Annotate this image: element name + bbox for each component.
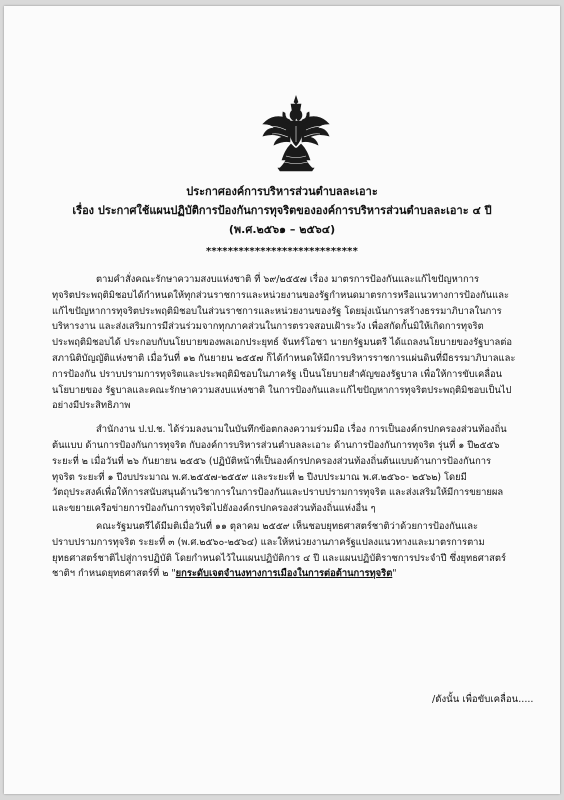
paragraph-line: คณะรัฐมนตรีได้มีมติเมื่อวันที่ ๑๑ ตุลาคม ๒๕๕๙ เห็นชอบยุทธศาสตร์ชาติว่าด้วยการป้องกันและ: [96, 520, 478, 532]
strategy-prefix: ชาติฯ กำหนดยุทธศาสตร์ที่ ๒ ": [52, 568, 176, 580]
paragraph-line: วัตถุประสงค์เพื่อให้การสนับสนุนด้านวิชาการในการป้องกันและปราบปรามการทุจริต และส่งเสริมให้มีการขยายผล: [52, 487, 504, 499]
strategy-title: ยกระดับเจตจำนงทางการเมืองในการต่อต้านการทุจริต: [175, 568, 393, 580]
announcement-subject: เรื่อง ประกาศใช้แผนปฏิบัติการป้องกันการทุจริตขององค์การบริหารส่วนตำบลละเอาะ ๔ ปี: [72, 204, 492, 217]
continuation-note: /ดังนั้น เพื่อขับเคลื่อน.....: [432, 694, 534, 705]
announcement-period: (พ.ศ.๒๕๖๑ – ๒๕๖๔): [228, 223, 336, 236]
separator: ****************************: [205, 246, 359, 257]
paragraph-line: ตามคำสั่งคณะรักษาความสงบแห่งชาติ ที่ ๖๙/๒๕๕๗ เรื่อง มาตรการป้องกันและแก้ไขปัญหาการ: [96, 274, 480, 285]
paragraph-line: การป้องกัน ปราบปรามการทุจริตและประพฤติมิชอบในภาครัฐ เป็นนโยบายสำคัญของรัฐบาล เพื่อให้การขับเคลื่อน: [52, 368, 502, 380]
announcement-titles: [4, 182, 560, 239]
paragraph-line: อย่างมีประสิทธิภาพ: [52, 400, 131, 412]
paragraph-last-line: [52, 566, 538, 582]
strategy-suffix: ": [392, 568, 397, 580]
paragraph-line: ปราบปรามการทุจริต ระยะที่ ๓ (พ.ศ.๒๕๖๐-๒๕๖๔) และให้หน่วยงานภาครัฐแปลงแนวทางและมาตรการตาม: [52, 536, 485, 548]
paragraph-line: ประพฤติมิชอบได้ ประกอบกับนโยบายของพลเอกประยุทธ์ จันทร์โอชา นายกรัฐมนตรี ได้แถลงนโยบายของรัฐบาลต่อ: [52, 337, 513, 349]
paragraph-1: [52, 272, 538, 414]
paragraph-line: ทุจริตประพฤติมิชอบได้กำหนดให้ทุกส่วนราชการและหน่วยงานของรัฐกำหนดมาตรการหรือแนวทางการป้องกันและ: [52, 289, 509, 301]
paragraph-line: บริหารงาน และส่งเสริมการมีส่วนร่วมจากทุกภาคส่วนในการตรวจสอบเฝ้าระวัง เพื่อสกัดกั้นมิให้เกิดการทุจริต: [52, 321, 484, 333]
paragraph-line: ระยะที่ ๒ เมื่อวันที่ ๒๖ กันยายน ๒๕๕๖ (ปฏิบัติหน้าที่เป็นองค์กรปกครองส่วนท้องถิ่นต้นแบบด้านการป้องกันการ: [52, 455, 492, 467]
paragraph-line: และขยายเครือข่ายการป้องกันการทุจริตไปยังองค์กรปกครองส่วนท้องถิ่นแห่งอื่น ๆ: [52, 503, 376, 515]
garuda-emblem-icon: [260, 94, 332, 172]
paragraph-line: แก้ไขปัญหาการทุจริตประพฤติมิชอบในส่วนราชการและหน่วยงานของรัฐ โดยมุ่งเน้นการสร้างธรรมาภิบาลในการ: [52, 305, 502, 317]
paragraph-line: ยุทธศาสตร์ชาติไปสู่การปฏิบัติ โดยกำหนดไว้ในแผนปฏิบัติการ ๔ ปี และแผนปฏิบัติราชการประจำปี ซึ่งยุทธศาสตร์: [52, 552, 506, 564]
paragraph-line: สำนักงาน ป.ป.ช. ได้ร่วมลงนามในบันทึกข้อตกลงความร่วมมือ เรื่อง การเป็นองค์กรปกครองส่วนท้องถิ่น: [96, 424, 507, 436]
document-page: [4, 6, 560, 794]
paragraph-line: ต้นแบบ ด้านการป้องกันการทุจริต กับองค์การบริหารส่วนตำบลละเอาะ ด้านการป้องกันการทุจริต รุ่นที่ ๑ ปี๒๕๕๖: [52, 439, 500, 451]
document-body: [52, 272, 538, 582]
paragraph-line: ทุจริต ระยะที่ ๑ ปีงบประมาณ พ.ศ.๒๕๕๗-๒๕๕๙ และระยะที่ ๒ ปีงบประมาณ พ.ศ.๒๕๖๐- ๒๕๖๒) โดยมี: [52, 471, 467, 483]
paragraph-3: [52, 519, 538, 582]
paragraph-line: สภานิติบัญญัติแห่งชาติ เมื่อวันที่ ๑๒ กันยายน ๒๕๕๗ ก็ได้กำหนดให้มีการบริหารราชการแผ่นดินที่มีธรรมาภิบาลและ: [52, 352, 516, 364]
paragraph-2: [52, 422, 538, 517]
paragraph-line: นโยบายของ รัฐบาลและคณะรักษาความสงบแห่งชาติ ในการป้องกันและแก้ไขปัญหาการทุจริตประพฤติมิชอบเป็นไป: [52, 384, 512, 396]
announcement-issuer: ประกาศองค์การบริหารส่วนตำบลละเอาะ: [186, 185, 378, 198]
